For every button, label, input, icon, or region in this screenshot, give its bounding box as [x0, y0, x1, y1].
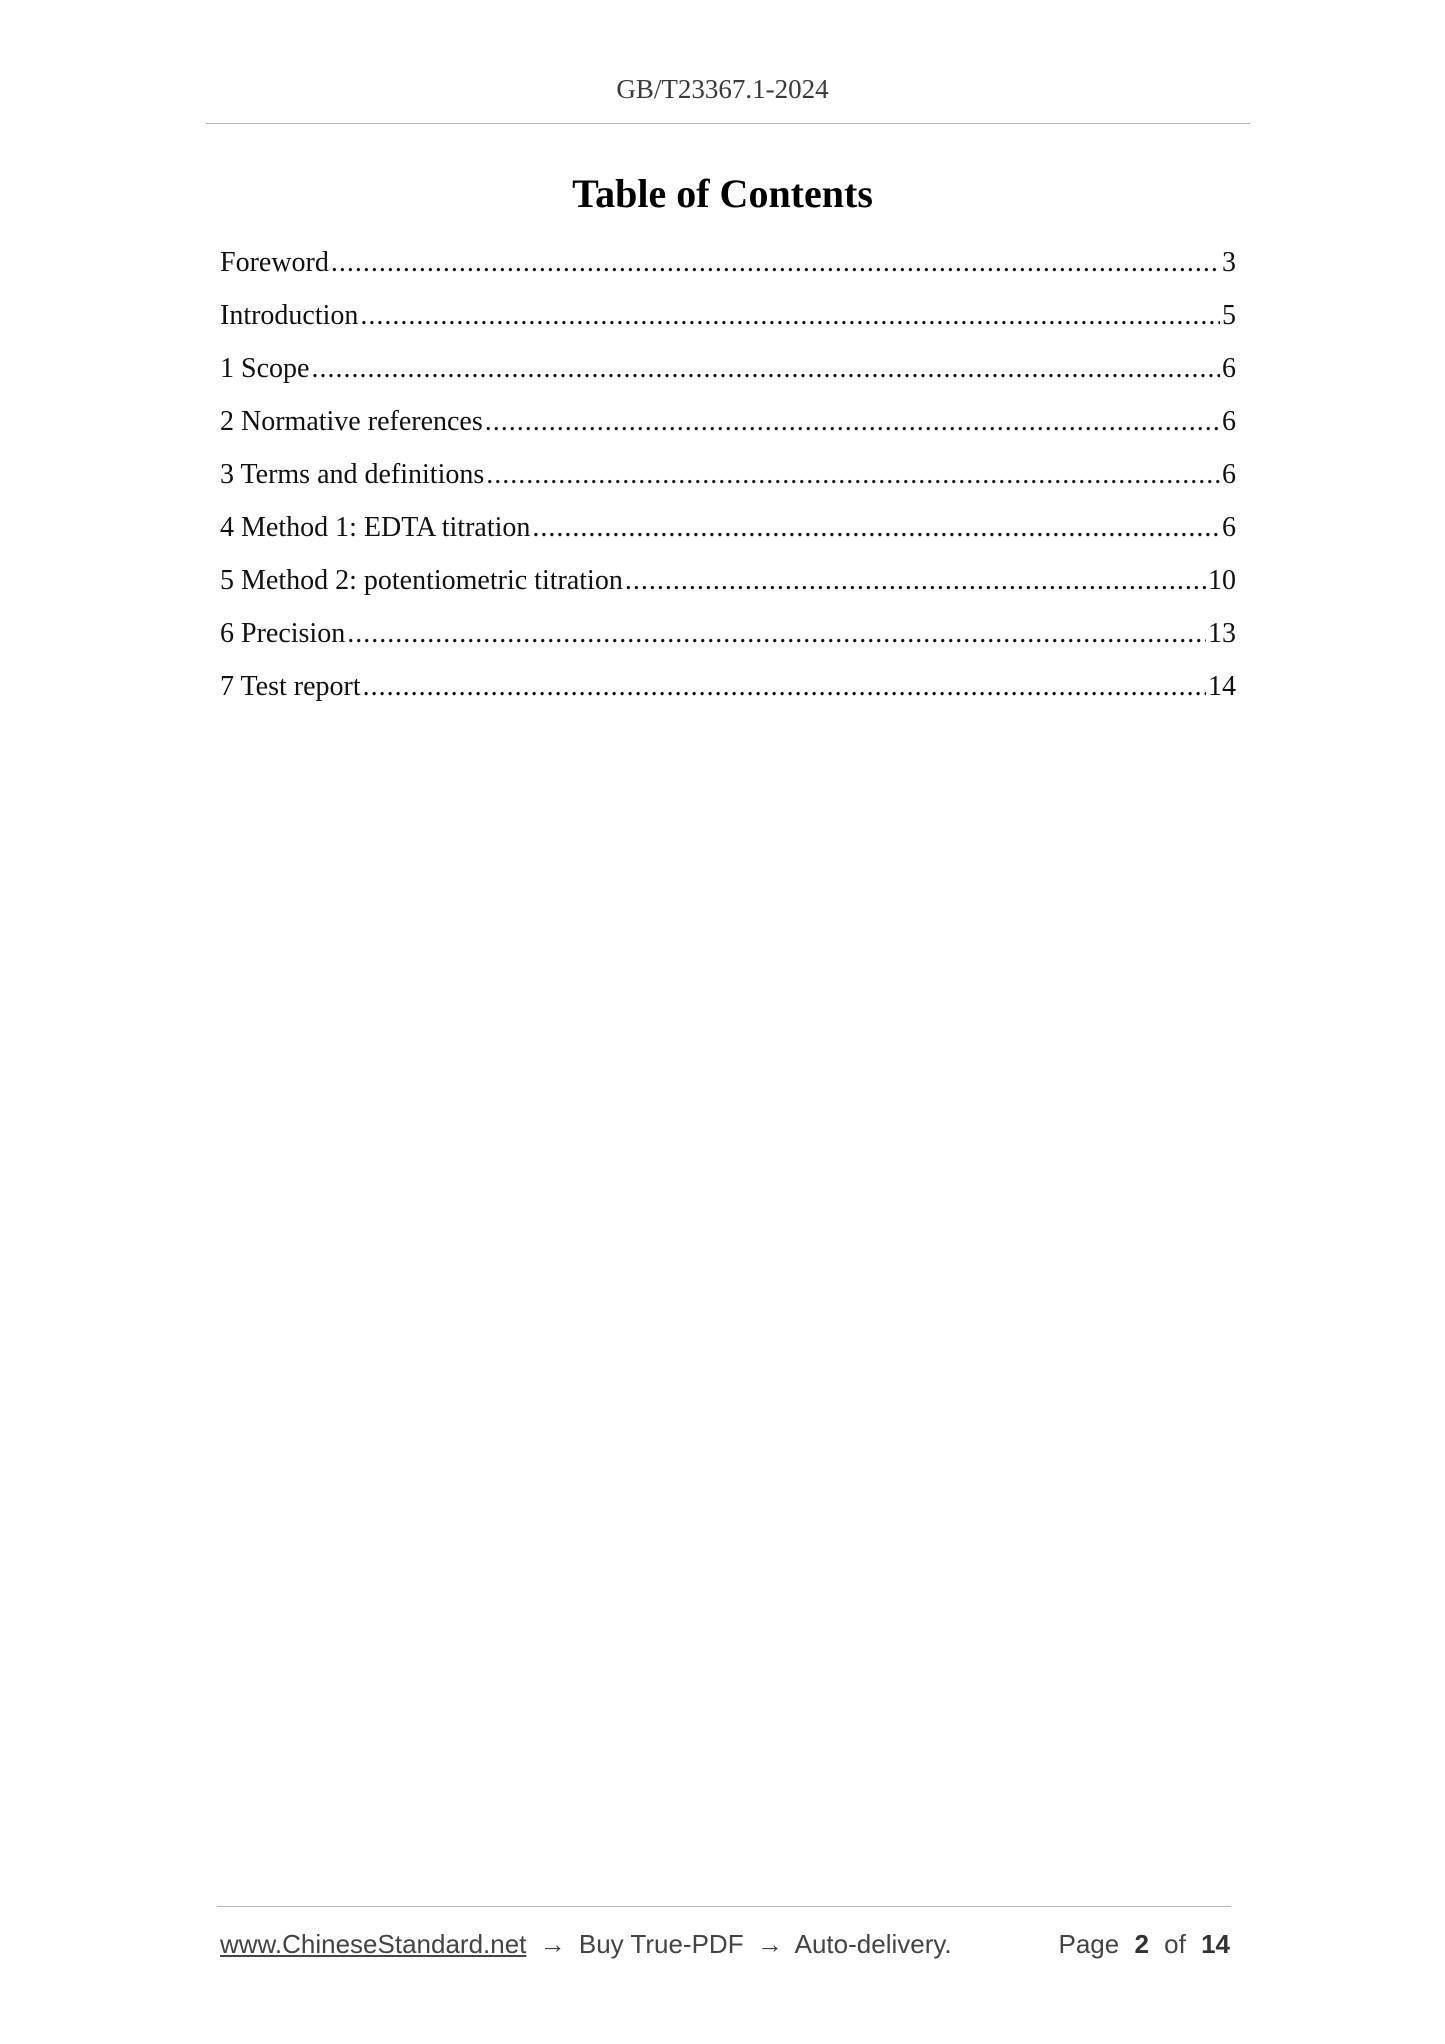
toc-entry-label: 3 Terms and definitions [220, 459, 485, 490]
toc-dot-leader [331, 243, 1220, 283]
toc-entry-label: 2 Normative references [220, 406, 483, 437]
toc-entry-terms-and-definitions[interactable] [220, 455, 1236, 508]
toc-entry-introduction[interactable] [220, 296, 1236, 349]
toc-dot-leader [363, 667, 1206, 707]
toc-entry-page: 6 [1222, 512, 1236, 543]
toc-dot-leader [532, 508, 1220, 548]
toc-entry-page: 6 [1222, 459, 1236, 490]
toc-entry-page: 5 [1222, 300, 1236, 331]
toc-dot-leader [360, 296, 1220, 336]
toc-list [220, 243, 1236, 720]
toc-dot-leader [486, 455, 1220, 495]
buy-true-pdf-text: Buy True-PDF [578, 1929, 744, 1959]
footer-promo [220, 1924, 952, 1964]
footer-divider [217, 1906, 1231, 1907]
toc-entry-label: Introduction [220, 300, 359, 331]
running-header: GB/T23367.1-2024 [616, 74, 829, 104]
auto-delivery-text: Auto-delivery. [794, 1929, 952, 1959]
header-divider [206, 123, 1250, 124]
toc-entry-label: 5 Method 2: potentiometric titration [220, 565, 623, 596]
toc-entry-page: 6 [1222, 353, 1236, 384]
toc-entry-label: 4 Method 1: EDTA titration [220, 512, 531, 543]
toc-entry-label: 7 Test report [220, 671, 361, 702]
page-indicator [1058, 1924, 1230, 1964]
total-pages-number: 14 [1201, 1929, 1230, 1959]
arrow-right-icon: → [756, 1929, 783, 1959]
toc-entry-scope[interactable] [220, 349, 1236, 402]
toc-dot-leader [625, 561, 1206, 601]
current-page-number: 2 [1134, 1929, 1149, 1959]
arrow-right-icon: → [539, 1929, 566, 1959]
page-footer [220, 1924, 1230, 1964]
toc-entry-method-1[interactable] [220, 508, 1236, 561]
toc-title: Table of Contents [572, 171, 873, 216]
site-link[interactable]: www.ChineseStandard.net [220, 1929, 527, 1959]
of-label: of [1164, 1929, 1186, 1959]
toc-entry-label: 1 Scope [220, 353, 310, 384]
toc-entry-method-2[interactable] [220, 561, 1236, 614]
toc-entry-normative-references[interactable] [220, 402, 1236, 455]
toc-dot-leader [485, 402, 1220, 442]
toc-dot-leader [347, 614, 1206, 654]
toc-dot-leader [311, 349, 1220, 389]
toc-entry-label: Foreword [220, 247, 329, 278]
toc-entry-foreword[interactable] [220, 243, 1236, 296]
toc-entry-precision[interactable] [220, 614, 1236, 667]
page-label: Page [1058, 1929, 1120, 1959]
toc-entry-page: 10 [1208, 565, 1236, 596]
toc-entry-page: 6 [1222, 406, 1236, 437]
toc-entry-label: 6 Precision [220, 618, 346, 649]
toc-entry-page: 13 [1208, 618, 1236, 649]
toc-entry-page: 3 [1222, 247, 1236, 278]
toc-entry-page: 14 [1208, 671, 1236, 702]
toc-entry-test-report[interactable] [220, 667, 1236, 720]
